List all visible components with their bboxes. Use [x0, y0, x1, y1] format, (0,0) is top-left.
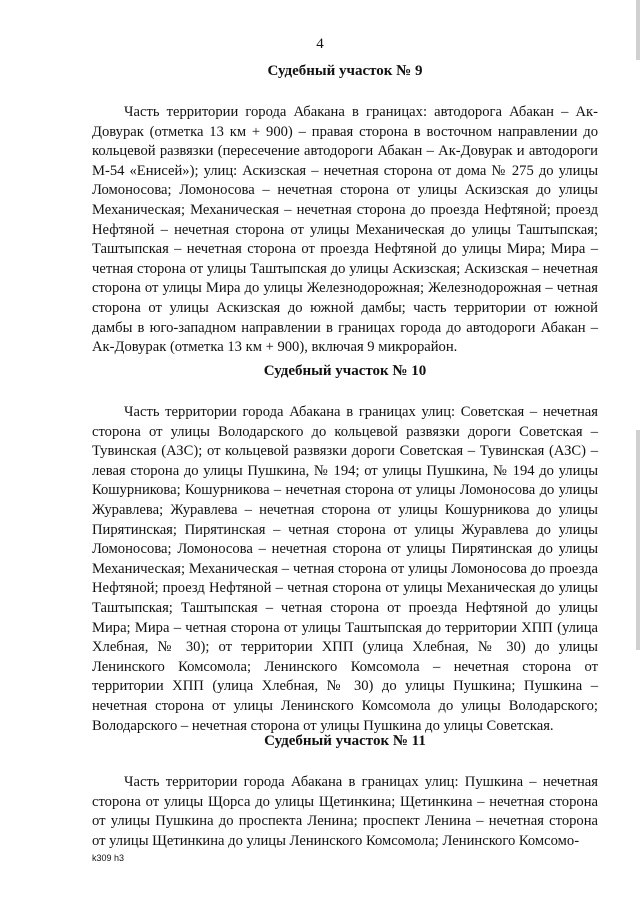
section-court-11	[92, 732, 598, 851]
section-court-10	[92, 362, 598, 736]
section-court-9	[92, 62, 598, 358]
section-title: Судебный участок № 10	[263, 363, 427, 379]
section-text: Часть территории города Абакана в границах улиц: Советская – нечетная сторона от улицы Володарского до кольцевой развязки дороги Советская – Тувинская (АЗС); от кольцевой развязки дороги Советская – Тувинская (АЗС) – левая сторона до улицы Пушкина, № 194; от улицы Пушкина, № 194 до улицы Кошурникова; Кошурникова – нечетная сторона от улицы Ломоносова до улицы Журавлева; Журавлева – нечетная сторона от улицы Кошурникова до улицы Пирятинская; Пирятинская – четная сторона от улицы Журавлева до улицы Ломоносова; Ломоносова – нечетная сторона от улицы Пирятинская до улицы Механическая; Механическая – четная сторона от улицы Ломоносова до проезда Нефтяной; проезд Нефтяной – четная сторона от улицы Механическая до улицы Таштыпская; Таштыпская – четная сторона от проезда Нефтяной до улицы Мира; Мира – четная сторона от улицы Таштыпская до территории ХПП (улица Хлебная, № 30); от территории ХПП (улица Хлебная, № 30) до улицы Ленинского Комсомола; Ленинского Комсомола – нечетная сторона от территории ХПП (улица Хлебная, № 30) до улицы Пушкина; Пушкина – нечетная сторона от улицы Ленинского Комсомола до улицы Володарского; Володарского – нечетная сторона от улицы Пушкина до улицы Советская.	[92, 404, 598, 734]
section-title: Судебный участок № 11	[264, 733, 426, 749]
section-text: Часть территории города Абакана в границах улиц: Пушкина – нечетная сторона от улицы Щорса до улицы Щетинкина; Щетинкина – нечетная сторона от улицы Пушкина до проспекта Ленина; проспект Ленина – нечетная сторона от улицы Щетинкина до улицы Ленинского Комсомола; Ленинского Комсомо-	[92, 774, 598, 849]
section-title: Судебный участок № 9	[267, 63, 423, 79]
scan-edge-mark	[636, 0, 640, 60]
page-number: 4	[316, 36, 324, 52]
section-text: Часть территории города Абакана в границах: автодорога Абакан – Ак-Довурак (отметка 13 км + 900) – правая сторона в восточном направлении до кольцевой развязки (пересечение автодороги Абакан – Ак-Довурак и автодороги М-54 «Енисей»); улиц: Аскизская – нечетная сторона от дома № 275 до улицы Ломоносова; Ломоносова – нечетная сторона от улицы Аскизская до улицы Механическая; Механическая – нечетная сторона до проезда Нефтяной; проезд Нефтяной – нечетная сторона от улицы Механическая до улицы Таштыпская; Таштыпская – нечетная сторона от проезда Нефтяной до улицы Мира; Мира – четная сторона от улицы Таштыпская до улицы Аскизская; Аскизская – нечетная сторона от улицы Мира до улицы Железнодорожная; Железнодорожная – четная сторона от улицы Аскизская до южной дамбы; часть территории от южной дамбы в юго-западном направлении в границах города до автодороги Абакан – Ак-Довурак (отметка 13 км + 900), включая 9 микрорайон.	[92, 104, 598, 356]
scan-edge-mark	[636, 430, 640, 650]
footer-code: k309 h3	[92, 853, 125, 863]
